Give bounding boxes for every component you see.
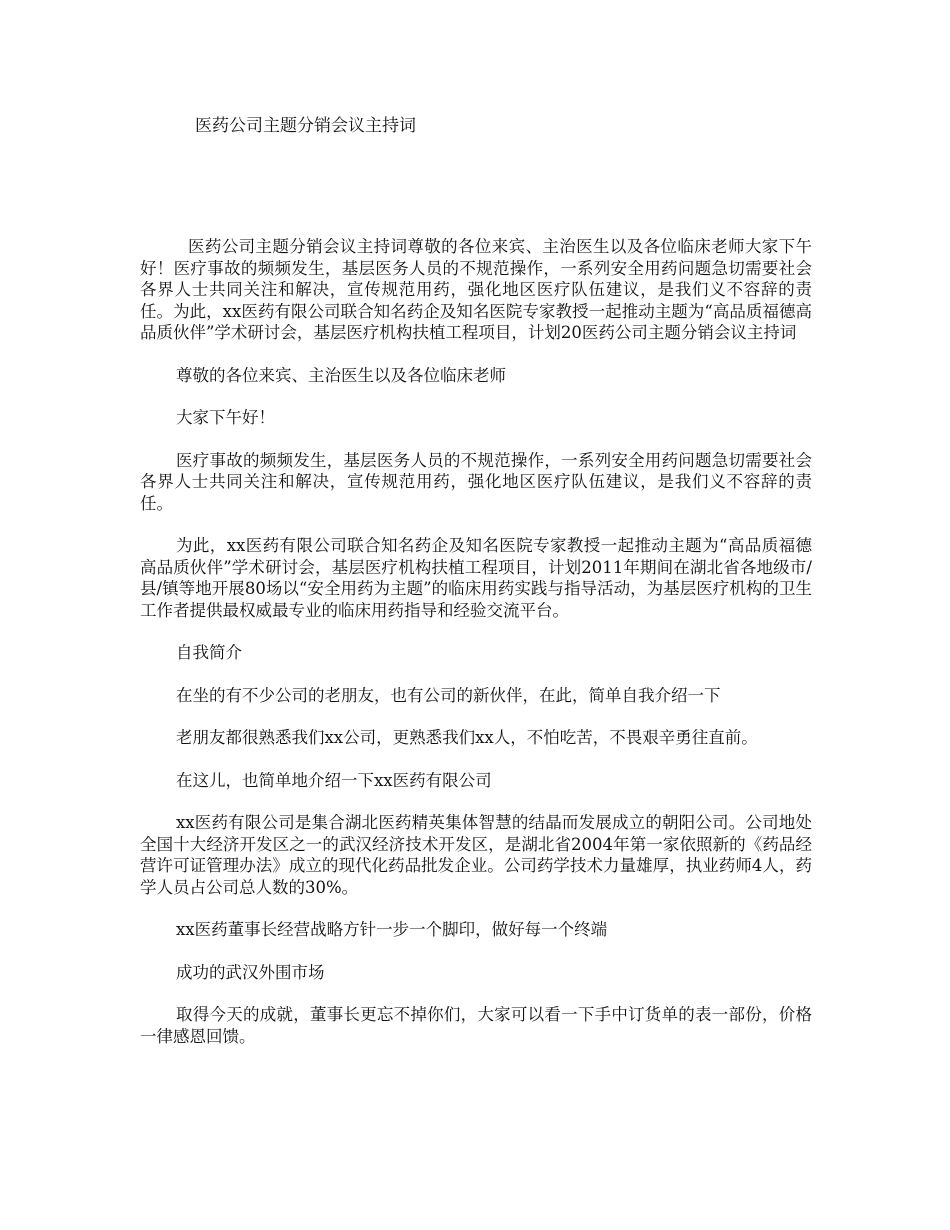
paragraph-self-intro-heading: 自我简介 — [176, 643, 242, 662]
paragraph-event-plan: 为此，xx医药有限公司联合知名药企及知名医院专家教授一起推动主题为“高品质福德高品质伙伴”学术研讨会，基层医疗机构扶植工程项目，计划2011年期间在湖北省各地级市/县/镇等地开展80场以“安全用药为主题”的临床用药实践与指导活动，为基层医疗机构的卫生工作者提供最权威最专业的临床用药指导和经验交流平台。 — [140, 536, 812, 620]
paragraph-greeting-guests: 尊敬的各位来宾、主治医生以及各位临床老师 — [176, 365, 506, 385]
paragraph-self-intro: 在坐的有不少公司的老朋友，也有公司的新伙伴，在此，简单自我介绍一下 — [176, 685, 721, 705]
document-title: 医药公司主题分销会议主持词 — [195, 116, 416, 136]
paragraph-summary: 医药公司主题分销会议主持词尊敬的各位来宾、主治医生以及各位临床老师大家下午好！医疗事故的频频发生，基层医务人员的不规范操作，一系列安全用药问题急切需要社会各界人士共同关注和解决，宣传规范用药，强化地区医疗队伍建议，是我们义不容辞的责任。为此，xx医药有限公司联合知名药企及知名医院专家教授一起推动主题为“高品质福德高品质伙伴”学术研讨会，基层医疗机构扶植工程项目，计划20医药公司主题分销会议主持词 — [140, 237, 812, 342]
paragraph-company-intro-heading: 在这儿，也简单地介绍一下xx医药有限公司 — [176, 770, 492, 790]
paragraph-old-friends: 老朋友都很熟悉我们xx公司，更熟悉我们xx人，不怕吃苦，不畏艰辛勇往直前。 — [176, 728, 758, 747]
paragraph-market: 成功的武汉外围市场 — [176, 962, 325, 982]
paragraph-medical-safety: 医疗事故的频频发生，基层医务人员的不规范操作，一系列安全用药问题急切需要社会各界人士共同关注和解决，宣传规范用药，强化地区医疗队伍建议，是我们义不容辞的责任。 — [140, 450, 812, 513]
paragraph-thanks: 取得今天的成就，董事长更忘不掉你们，大家可以看一下手中订货单的表一部份，价格一律感恩回馈。 — [140, 1005, 812, 1046]
document-body — [140, 236, 812, 1068]
paragraph-strategy: xx医药董事长经营战略方针一步一个脚印，做好每一个终端 — [176, 920, 608, 939]
paragraph-greeting-afternoon: 大家下午好！ — [176, 408, 275, 427]
paragraph-company-profile: xx医药有限公司是集合湖北医药精英集体智慧的结晶而发展成立的朝阳公司。公司地处全国十大经济开发区之一的武汉经济技术开发区，是湖北省2004年第一家依照新的《药品经营许可证管理办法》成立的现代化药品批发企业。公司药学技术力量雄厚，执业药师4人，药学人员占公司总人数的30%。 — [140, 813, 812, 897]
